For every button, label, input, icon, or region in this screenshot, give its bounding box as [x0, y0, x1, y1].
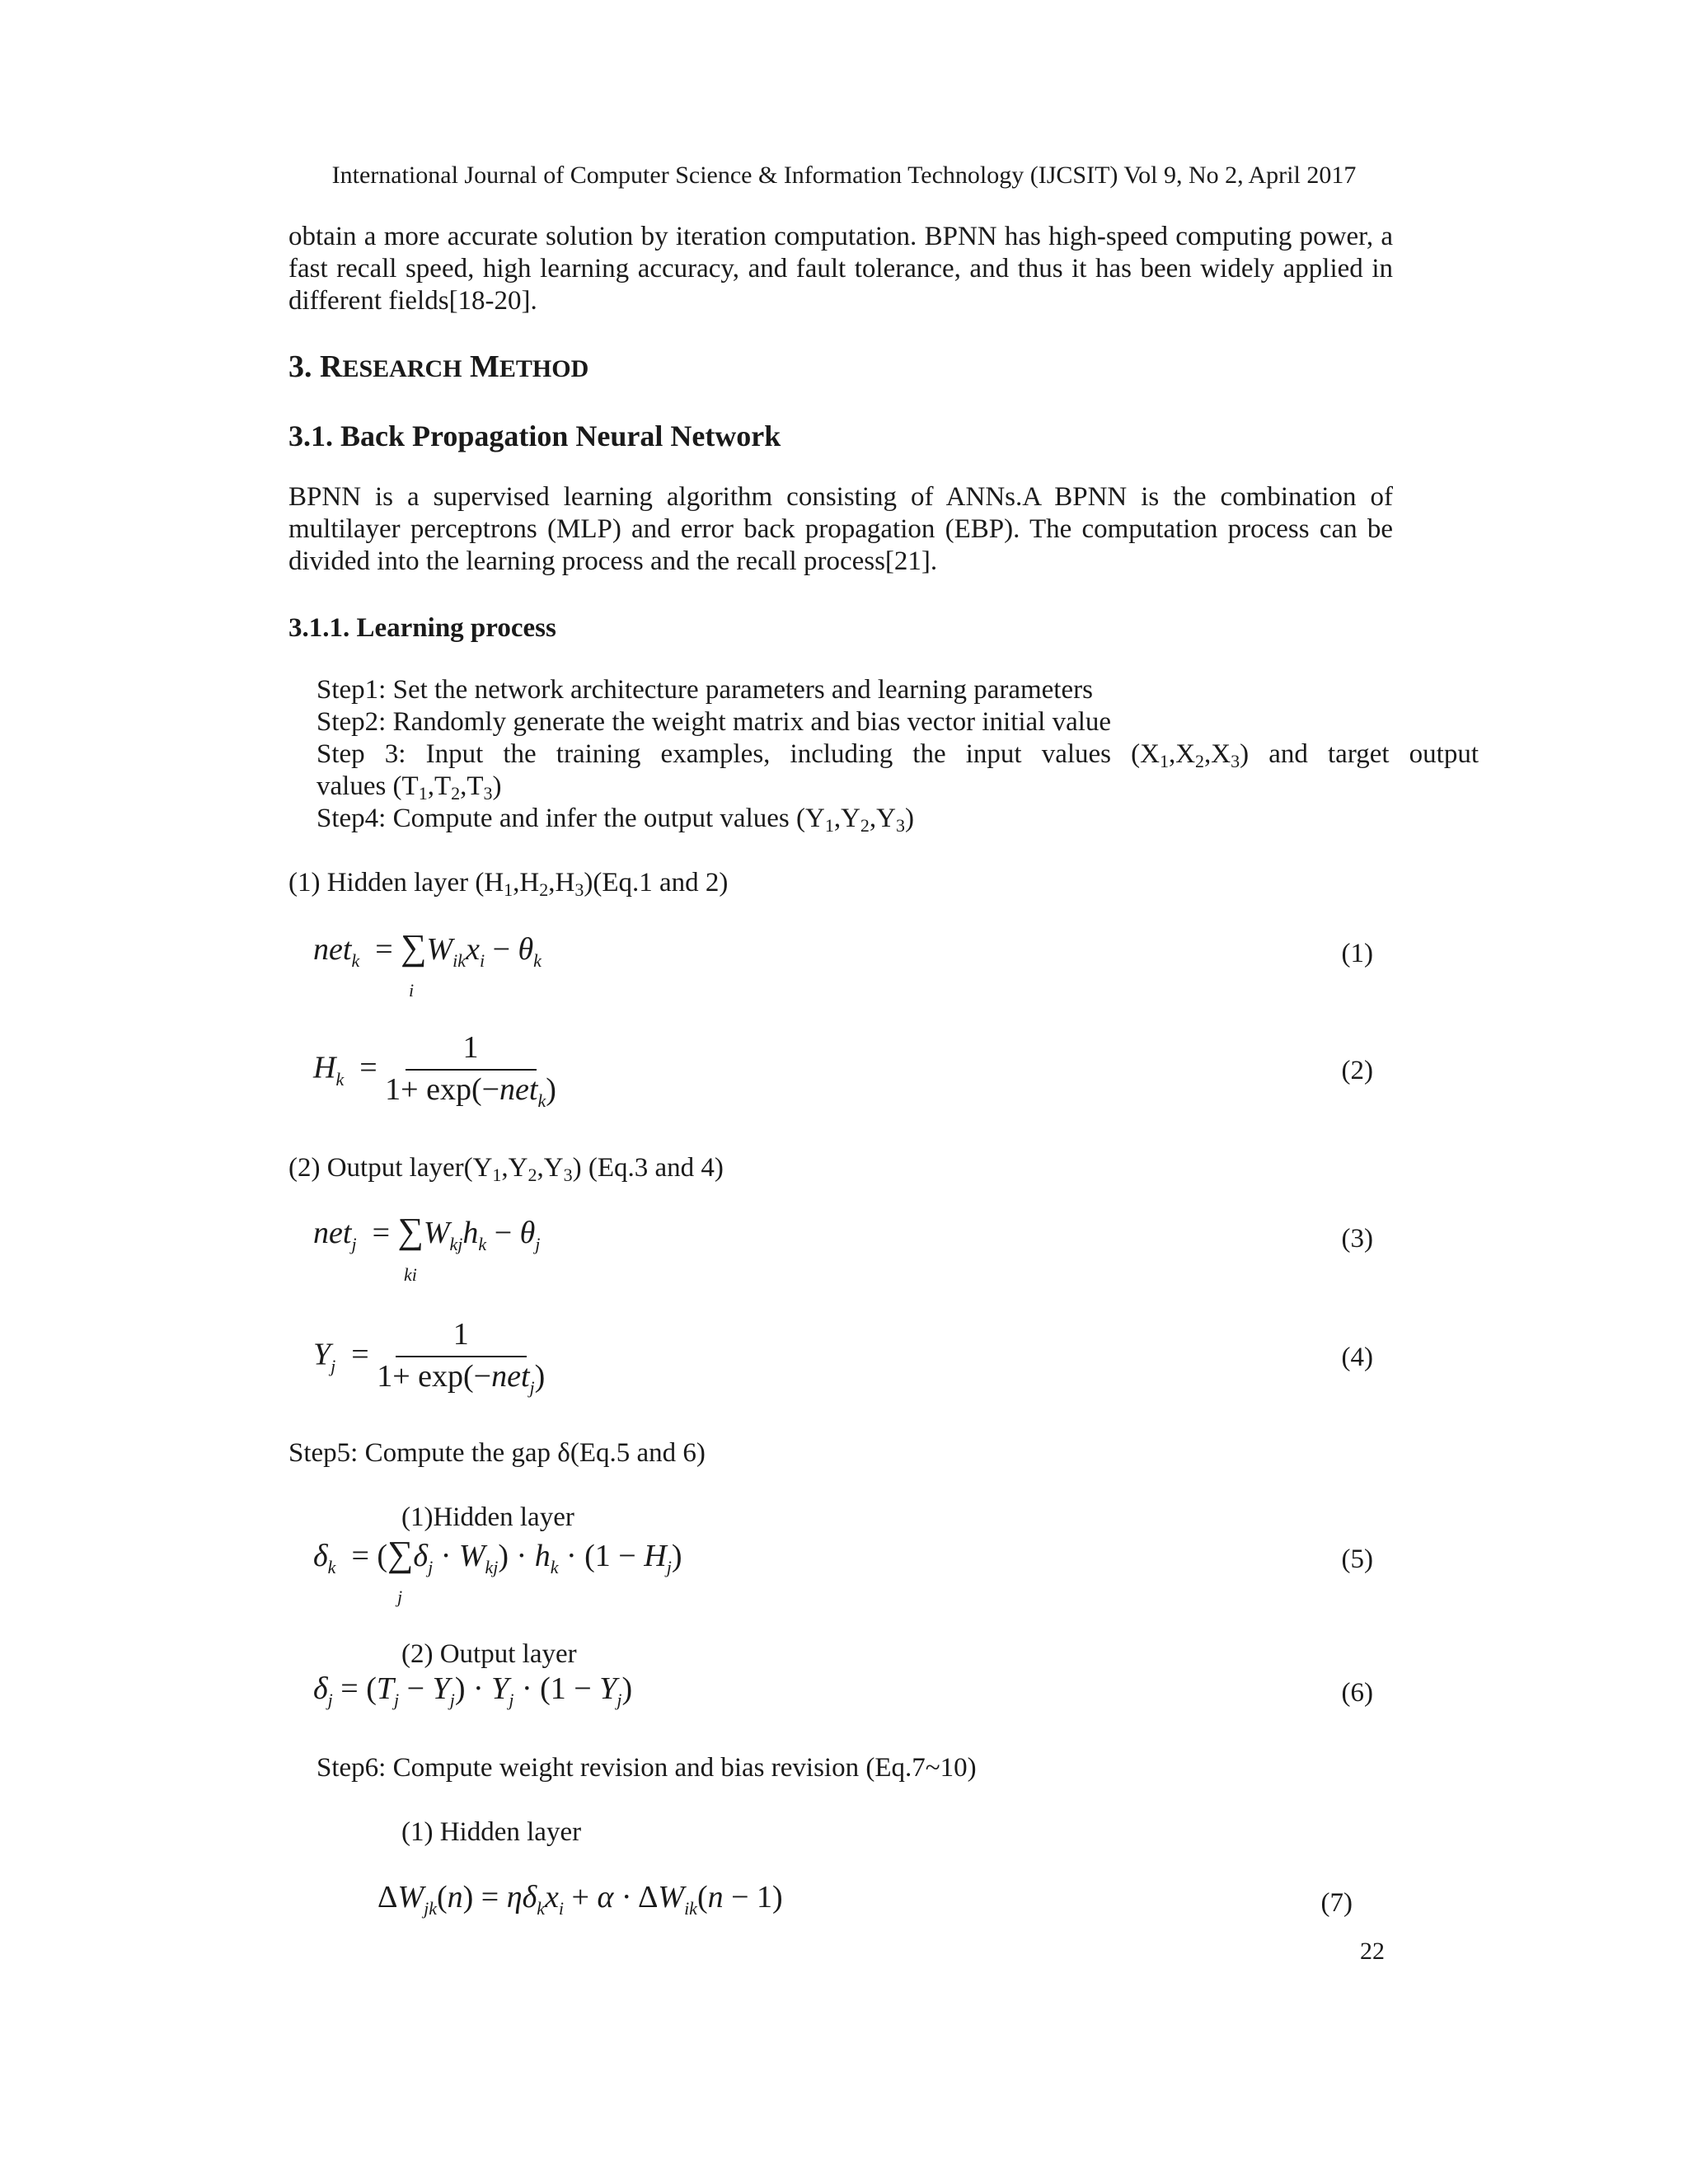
hidden-layer-7-label: (1) Hidden layer — [401, 1817, 582, 1847]
intro-paragraph: obtain a more accurate solution by iteration computation. BPNN has high-speed computing power, a fast recall speed, high learning accuracy, and fault tolerance, and thus it has been widely applied in different fields[18-20]. — [288, 222, 1393, 316]
subsubsection-heading: 3.1.1. Learning process — [288, 613, 556, 643]
equation-number-1: (1) — [1341, 939, 1373, 968]
subsection-heading: 3.1. Back Propagation Neural Network — [288, 419, 781, 452]
equation-4: $Y_j$ = $\frac{1}{1+ \exp(-net_j)}$ — [313, 1317, 546, 1398]
step-4: Step4: Compute and infer the output values $(Y_1,Y_2,Y_3)$ — [316, 804, 914, 836]
equation-number-6: (6) — [1341, 1678, 1373, 1708]
equation-1: $net_k = \sum W_{ik}x_i - \theta_k$ — [313, 927, 542, 971]
sum-index-ki: ki — [404, 1264, 417, 1285]
step-5: Step5: Compute the gap δ(Eq.5 and 6) — [288, 1438, 706, 1468]
section-heading: 3. RESEARCH METHOD — [288, 349, 589, 384]
sum-index-i: i — [409, 980, 415, 1001]
bpnn-paragraph: BPNN is a supervised learning algorithm consisting of ANNs.A BPNN is the combination of multilayer perceptrons (MLP) and error back propagation (EBP). The computation process can be divided into the learning process and the recall process[21]. — [288, 482, 1393, 576]
running-header: International Journal of Computer Science & Information Technology (IJCSIT) Vol 9, No 2, April 2017 — [331, 162, 1357, 189]
equation-2: $H_k$ = $\frac{1}{1+ \exp(-net_k)}$ — [313, 1030, 556, 1111]
equation-6: $\delta_j = (T_j - Y_j) \cdot Y_j \cdot (1 - Y_j)$ — [313, 1671, 633, 1710]
equation-number-2: (2) — [1341, 1056, 1373, 1085]
output-layer-label: (2) Output $layer(Y_1,Y_2,Y_3)$ (Eq.3 and 4) — [288, 1153, 724, 1185]
equation-7: $\Delta W_{jk}(n) = \eta\delta_kx_i + \alpha \cdot \Delta W_{ik}(n - 1)$ — [377, 1880, 783, 1919]
equation-5: $\delta_k = (\sum\delta_j \cdot W_{kj}) \cdot h_k \cdot (1 - H_j)$ — [313, 1534, 682, 1577]
hidden-layer-label: (1) Hidden layer $(H_1,H_2,H_3)(Eq.1$ and 2) — [288, 868, 729, 900]
equation-number-7: (7) — [1320, 1888, 1353, 1918]
step-6: Step6: Compute weight revision and bias revision (Eq.7~10) — [316, 1753, 977, 1783]
equation-number-3: (3) — [1341, 1224, 1373, 1254]
hidden-layer-5-label: (1)Hidden layer — [401, 1502, 574, 1532]
equation-3: $net_j = \sum W_{kj}h_k - \theta_j$ — [313, 1211, 541, 1254]
sum-index-j: j — [397, 1586, 403, 1607]
output-layer-6-label: (2) Output layer — [401, 1639, 577, 1669]
step-3: Step 3: Input the training examples, including the input values $(X_1,X_2,X_3)$ and target output values $(T_1,T_2,T_3)$ — [316, 739, 1479, 804]
step-2: Step2: Randomly generate the weight matrix and bias vector initial value — [316, 707, 1112, 737]
equation-number-5: (5) — [1341, 1544, 1373, 1574]
equation-number-4: (4) — [1341, 1343, 1373, 1372]
step-1: Step1: Set the network architecture parameters and learning parameters — [316, 675, 1093, 705]
page-number: 22 — [1360, 1938, 1385, 1965]
